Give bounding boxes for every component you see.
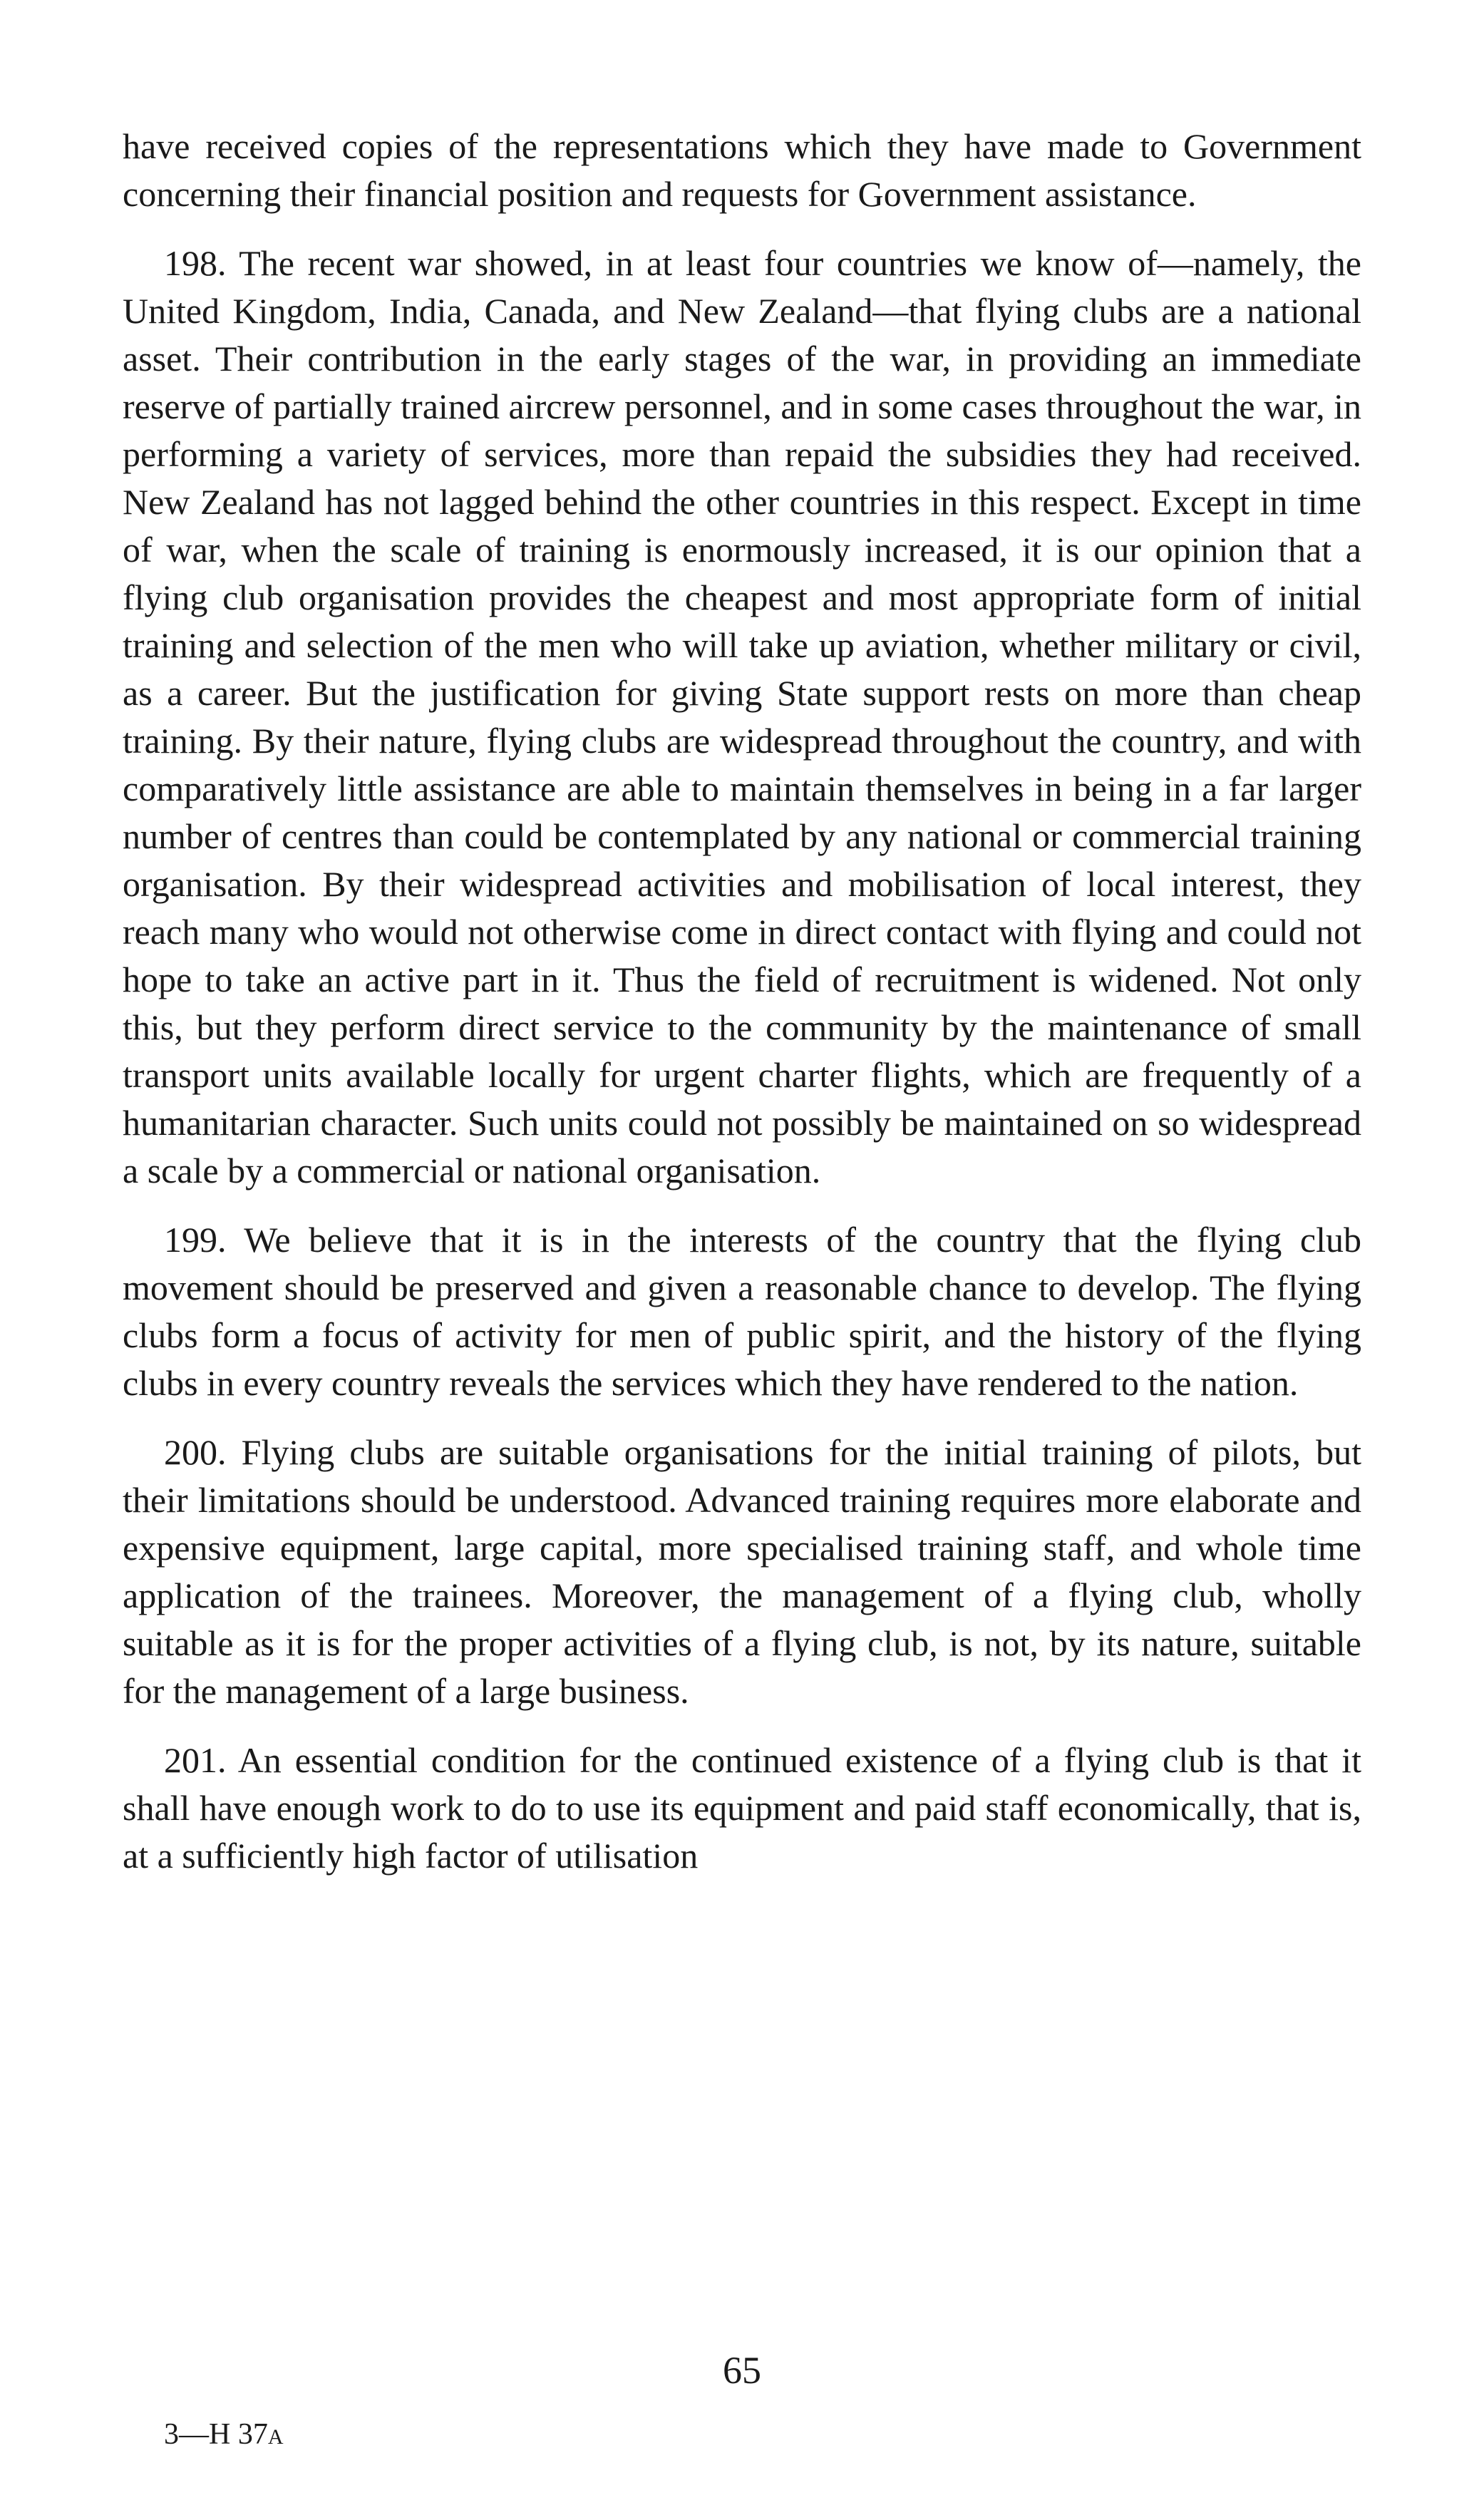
paragraph-200: [123, 1429, 1361, 1715]
paragraph-198: [123, 240, 1361, 1195]
signature-main: 3—H 37: [164, 2418, 268, 2451]
paragraph-199: [123, 1216, 1361, 1407]
paragraph-number: 198.: [164, 243, 227, 283]
paragraph-number: 200.: [164, 1432, 227, 1472]
paragraph-text: The recent war showed, in at least four countries we know of—namely, the United Kingdom, India, Canada, and New Zealand—that flying clubs are a national asset. Their contribution in the early stages of the war, in providing an immediate reserve of partially trained aircrew personnel, and in some cases throughout the war, in performing a variety of services, more than repaid the subsidies they had received. New Zealand has not lagged behind the other countries in this respect. Except in time of war, when the scale of training is enormously increased, it is our opinion that a flying club organisation provides the cheapest and most appropriate form of initial training and selection of the men who will take up aviation, whether military or civil, as a career. But the justification for giving State support rests on more than cheap training. By their nature, flying clubs are widespread throughout the country, and with comparatively little assistance are able to maintain themselves in being in a far larger number of centres than could be contemplated by any national or commercial training organisation. By their widespread activities and mobilisation of local interest, they reach many who would not otherwise come in direct contact with flying and could not hope to take an active part in it. Thus the field of recruitment is widened. Not only this, but they perform direct service to the community by the maintenance of small transport units available locally for urgent charter flights, which are frequently of a humanitarian character. Such units could not possibly be maintained on so widespread a scale by a commercial or national organisation.: [123, 243, 1361, 1190]
paragraph-continued: [123, 123, 1361, 218]
printer-signature: [164, 2417, 284, 2455]
paragraph-text: An essential condition for the continued existence of a flying club is that it shall have enough work to do to use its equipment and paid staff economically, that is, at a sufficiently high factor of utilisation: [123, 1740, 1361, 1876]
page-number: 65: [723, 2349, 761, 2392]
body-text: [123, 123, 1361, 1880]
paragraph-201: [123, 1737, 1361, 1880]
paragraph-number: 199.: [164, 1220, 227, 1260]
paragraph-number: 201.: [164, 1740, 227, 1780]
paragraph-text: Flying clubs are suitable organisations for the initial training of pilots, but their limitations should be understood. Advanced training requires more elaborate and expensive equipment, large capital, more specialised training staff, and whole time application of the trainees. Moreover, the management of a flying club, wholly suitable as it is for the proper activities of a flying club, is not, by its nature, suitable for the management of a large business.: [123, 1432, 1362, 1711]
paragraph-text: We believe that it is in the interests of the country that the flying club movement should be preserved and given a reasonable chance to develop. The flying clubs form a focus of activity for men of public spirit, and the history of the flying clubs in every country reveals the services which they have rendered to the nation.: [123, 1220, 1361, 1403]
paragraph-text: have received copies of the representations which they have made to Government concerning their financial position and requests for Government assistance.: [123, 126, 1361, 214]
signature-suffix: A: [267, 2425, 284, 2449]
